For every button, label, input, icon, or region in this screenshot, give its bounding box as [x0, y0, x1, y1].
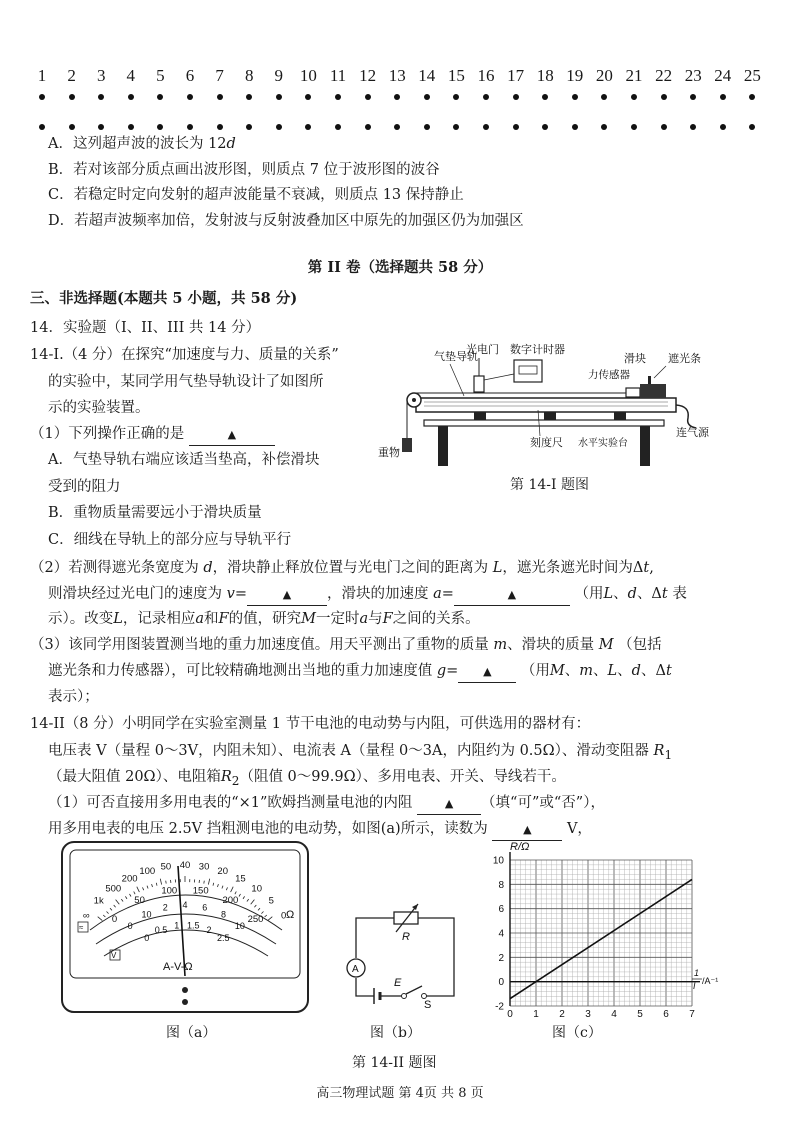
svg-text:力传感器: 力传感器	[588, 369, 630, 381]
particle-number: 25	[743, 66, 761, 85]
meter-scale-label: 0	[111, 913, 118, 925]
q14i-sub2-line3: 示）。改变L，记录相应a和F的值，研究M一定时a与F之间的关系。	[48, 611, 480, 627]
particle-number: 24	[714, 66, 732, 85]
particle-number: 10	[299, 66, 317, 85]
meter-scale-label: 15	[235, 873, 246, 885]
meter-scale-label: 1k	[93, 895, 104, 907]
meter-scale-label: 50	[160, 861, 172, 873]
meter-scale-label: 100	[161, 885, 178, 897]
particle-dot	[305, 94, 311, 100]
particle-number: 6	[185, 66, 195, 85]
particle-dot	[394, 94, 400, 100]
q14i-opt-c: C．细线在导轨上的部分应与导轨平行	[48, 532, 292, 548]
particle-dot	[749, 94, 755, 100]
meter-scale-label: 0	[281, 910, 287, 922]
particle-dot	[690, 124, 696, 130]
meter-scale-label: 10	[141, 909, 152, 920]
particle-dot	[217, 94, 223, 100]
r-vs-inverse-i-graph	[480, 838, 720, 1018]
photogate	[474, 376, 484, 392]
meter-scale-label: 4	[182, 900, 188, 910]
q14ii-sub1: （1）可否直接用多用电表的“×1”欧姆挡测量电池的内阻 ▲ （填“可”或“否”），	[48, 793, 605, 815]
particle-dot	[631, 94, 637, 100]
svg-text:数字计时器: 数字计时器	[510, 344, 565, 356]
q14i-opt-a1: A．气垫导轨右端应该适当垫高，补偿滑块	[48, 452, 320, 468]
particle-dot	[720, 124, 726, 130]
particle-number: 23	[684, 66, 702, 85]
meter-scale-label: 10	[251, 883, 262, 895]
meter-scale-label: 50	[134, 895, 145, 907]
particle-dot	[39, 94, 45, 100]
meter-scale-label: 40	[179, 860, 191, 871]
particle-dot	[394, 124, 400, 130]
particle-number: 17	[507, 66, 525, 85]
particle-dot	[453, 94, 459, 100]
particle-dot	[276, 124, 282, 130]
fig-14i-caption: 第 14-I 题图	[510, 477, 589, 493]
q14i-opt-a2: 受到的阻力	[48, 479, 121, 495]
meter-scale-label: 0	[144, 933, 150, 944]
meter-tick	[204, 881, 205, 884]
multimeter-figure	[60, 840, 310, 1015]
q14i-sub3-line1: （3）该同学用图装置测当地的重力加速度值。用天平测出了重物的质量 m、滑块的质量 M （包括	[30, 637, 662, 653]
svg-text:遮光条: 遮光条	[668, 353, 701, 365]
meter-scale-label: 100	[139, 866, 156, 877]
particle-number: 22	[655, 66, 673, 85]
particle-dot	[187, 94, 193, 100]
option-d: D．若超声波频率加倍，发射波与反射波叠加区中原先的加强区仍为加强区	[48, 213, 524, 229]
particle-dot	[661, 124, 667, 130]
particle-dot	[246, 124, 252, 130]
part-heading: 三、非选择题(本题共 5 小题，共 58 分)	[30, 290, 298, 307]
svg-text:S: S	[424, 999, 432, 1008]
answer-blank-6[interactable]: ▲	[492, 819, 562, 841]
y-tick-label: 6	[498, 904, 504, 916]
particle-number: 16	[477, 66, 495, 85]
x-tick-label: 5	[637, 1009, 643, 1018]
svg-text:≈: ≈	[79, 923, 84, 932]
particle-number: 20	[595, 66, 613, 85]
graph-xlabel-den: I	[693, 981, 696, 991]
particle-dot	[513, 94, 519, 100]
resistor-box	[394, 912, 418, 924]
particle-dot	[157, 94, 163, 100]
weight-block	[402, 438, 412, 452]
particle-dot	[483, 94, 489, 100]
answer-blank-1[interactable]: ▲	[189, 424, 275, 446]
q14i-sub2-line2: 则滑块经过光电门的速度为 v= ▲ ，滑块的加速度 a= ▲ （用L、d、Δt 表	[48, 584, 687, 606]
particle-dot	[128, 94, 134, 100]
svg-text:A-V-Ω: A-V-Ω	[163, 961, 193, 973]
particle-number: 15	[447, 66, 465, 85]
particle-number: 13	[388, 66, 406, 85]
particle-dot	[365, 94, 371, 100]
x-tick-label: 7	[689, 1009, 695, 1018]
svg-text:光电门: 光电门	[466, 344, 499, 356]
particle-number: 7	[215, 66, 224, 85]
meter-scale-label: 30	[198, 861, 210, 873]
particle-dot	[128, 124, 134, 130]
meter-scale-label: ∞	[82, 910, 90, 922]
particle-number: 1	[37, 66, 47, 85]
digital-timer	[514, 360, 542, 382]
particle-number: 11	[329, 66, 347, 85]
x-tick-label: 1	[533, 1009, 539, 1018]
particle-dot	[98, 94, 104, 100]
y-tick-label: 8	[498, 879, 504, 891]
particle-dot	[424, 124, 430, 130]
graph-data-line	[510, 879, 692, 998]
particle-dot	[39, 124, 45, 130]
particle-dot	[305, 124, 311, 130]
wave-number-row	[26, 66, 776, 86]
page-footer: 高三物理试题 第 4页 共 8 页	[316, 1086, 484, 1101]
particle-number: 21	[625, 66, 643, 85]
particle-dot	[217, 124, 223, 130]
section-title: 第 II 卷（选择题共 58 分）	[307, 259, 493, 276]
meter-scale-label: 6	[202, 902, 208, 913]
meter-scale-label: 5	[268, 895, 274, 907]
x-tick-label: 3	[585, 1009, 591, 1018]
meter-scale-label: 150	[192, 885, 209, 897]
particle-number: 18	[536, 66, 554, 85]
x-tick-label: 4	[611, 1009, 617, 1018]
shading-strip	[648, 376, 651, 384]
svg-text:V: V	[111, 951, 117, 960]
particle-number: 5	[156, 66, 165, 85]
meter-scale-label: 2	[206, 924, 212, 935]
answer-blank-5[interactable]: ▲	[417, 793, 481, 815]
particle-dot	[513, 124, 519, 130]
x-tick-label: 2	[559, 1009, 565, 1018]
answer-blank-3[interactable]: ▲	[454, 584, 570, 606]
particle-dot	[246, 94, 252, 100]
force-sensor	[626, 388, 640, 397]
answer-blank-2[interactable]: ▲	[247, 584, 327, 606]
q14ii-sub1-line2: 用多用电表的电压 2.5V 挡粗测电池的电动势，如图(a)所示，读数为 ▲ V，	[48, 819, 592, 841]
fig-b-caption: 图（b）	[370, 1025, 421, 1041]
meter-tick	[166, 881, 167, 884]
svg-text:刻度尺: 刻度尺	[530, 437, 563, 449]
fig-c-caption: 图（c）	[552, 1025, 602, 1041]
q14ii-line2: 电压表 V（量程 0～3V，内阻未知）、电流表 A（量程 0～3A，内阻约为 0.5Ω）、滑动变阻器 $R_1$	[48, 743, 673, 762]
particle-dot	[542, 94, 548, 100]
particle-dot	[335, 94, 341, 100]
meter-scale-label: 500	[105, 883, 122, 895]
x-tick-label: 6	[663, 1009, 669, 1018]
particle-number: 14	[418, 66, 436, 85]
particle-dot	[661, 94, 667, 100]
meter-scale-label: 0	[127, 921, 133, 932]
svg-text:水平实验台: 水平实验台	[578, 438, 628, 449]
q14i-line1: 14-I.（4 分）在探究“加速度与力、质量的关系”	[30, 347, 339, 363]
y-tick-label: 0	[498, 977, 504, 989]
q14i-sub1: （1）下列操作正确的是 ▲	[30, 424, 275, 446]
particle-dot	[69, 94, 75, 100]
svg-text:R: R	[402, 931, 410, 943]
x-tick-label: 0	[507, 1009, 513, 1018]
q14ii-line3: （最大阻值 20Ω）、电阻箱$R_2$（阻值 0～99.9Ω）、多用电表、开关、导线若干。	[48, 769, 566, 788]
q14i-sub2-line1: （2）若测得遮光条宽度为 d，滑块静止释放位置与光电门之间的距离为 L，遮光条遮光时间为Δt,	[30, 560, 654, 576]
graph-xlabel-unit: /A⁻¹	[702, 976, 719, 986]
slider	[640, 384, 666, 398]
answer-blank-4[interactable]: ▲	[458, 661, 516, 683]
particle-number: 8	[244, 66, 254, 85]
option-b: B．若对该部分质点画出波形图，则质点 7 位于波形图的波谷	[48, 162, 440, 178]
svg-text:E: E	[394, 977, 402, 989]
particle-dot	[424, 94, 430, 100]
meter-scale-label: 200	[121, 873, 138, 885]
svg-text:滑块: 滑块	[624, 353, 646, 365]
air-track-figure	[378, 340, 718, 488]
option-a: A．这列超声波的波长为 12d	[48, 136, 236, 152]
y-tick-label: 10	[492, 855, 504, 867]
meter-scale-label: 1.5	[186, 920, 200, 931]
particle-dot	[453, 124, 459, 130]
particle-number: 19	[566, 66, 584, 85]
particle-dot	[542, 124, 548, 130]
circuit-figure	[336, 898, 466, 1008]
lab-table	[424, 420, 664, 426]
meter-scale-label: 2	[162, 902, 168, 913]
particle-number: 12	[359, 66, 377, 85]
meter-scale-label: 0.5	[154, 924, 168, 935]
meter-scale-label: 20	[217, 866, 228, 877]
particle-dot	[157, 124, 163, 130]
particle-dot	[601, 94, 607, 100]
svg-text:气垫导轨: 气垫导轨	[434, 351, 478, 363]
q14ii-line1: 14-II（8 分）小明同学在实验室测量 1 节干电池的电动势与内阻，可供选用的器材有：	[30, 716, 591, 732]
q14i-sub3-line3: 表示）；	[48, 689, 99, 705]
particle-dot	[572, 124, 578, 130]
particle-dot	[572, 94, 578, 100]
q14i-opt-b: B．重物质量需要远小于滑块质量	[48, 505, 262, 521]
meter-scale-label: 2.5	[216, 933, 230, 944]
y-tick-label: 2	[498, 952, 504, 964]
air-hose	[676, 405, 696, 428]
graph-xlabel-num: 1	[694, 968, 700, 978]
particle-dot	[98, 124, 104, 130]
particle-dot	[276, 94, 282, 100]
particle-dot	[749, 124, 755, 130]
svg-text:Ω: Ω	[286, 909, 295, 921]
particle-number: 3	[96, 66, 106, 85]
svg-text:连气源: 连气源	[676, 427, 709, 439]
air-track	[416, 398, 676, 412]
meter-scale-label: 10	[234, 921, 245, 932]
fig-14ii-caption: 第 14-II 题图	[352, 1055, 437, 1071]
meter-scale-label: 1	[174, 920, 180, 931]
particle-dot	[69, 124, 75, 130]
fig-a-caption: 图（a）	[166, 1025, 217, 1041]
meter-scale-label: 250	[247, 913, 264, 925]
y-tick-label: -2	[495, 1001, 504, 1013]
q14i-sub3-line2: 遮光条和力传感器），可比较精确地测出当地的重力加速度值 g= ▲ （用M、m、L、d、Δt	[48, 661, 672, 683]
particle-dot	[365, 124, 371, 130]
particle-number: 4	[126, 66, 136, 85]
svg-text:重物: 重物	[378, 447, 400, 459]
particle-dot	[187, 124, 193, 130]
particle-number: 2	[67, 66, 76, 85]
particle-dot	[601, 124, 607, 130]
svg-text:A: A	[352, 964, 359, 975]
y-tick-label: 4	[498, 928, 504, 940]
option-c: C．若稳定时定向发射的超声波能量不衰减，则质点 13 保持静止	[48, 187, 464, 203]
particle-dot	[690, 94, 696, 100]
particle-dot	[720, 94, 726, 100]
particle-number: 9	[274, 66, 284, 85]
meter-scale-label: 8	[220, 909, 227, 920]
particle-dot	[631, 124, 637, 130]
q14i-line2: 的实验中，某同学用气垫导轨设计了如图所	[48, 374, 324, 390]
q14-heading: 14．实验题（I、II、III 共 14 分）	[30, 320, 261, 336]
meter-scale-label: 200	[222, 895, 239, 907]
graph-ylabel: R/Ω	[510, 841, 530, 853]
particle-dot	[335, 124, 341, 130]
q14i-line3: 示的实验装置。	[48, 400, 150, 416]
switch-symbol	[406, 986, 422, 994]
particle-dot	[483, 124, 489, 130]
wave-dot-row-1	[26, 90, 776, 110]
